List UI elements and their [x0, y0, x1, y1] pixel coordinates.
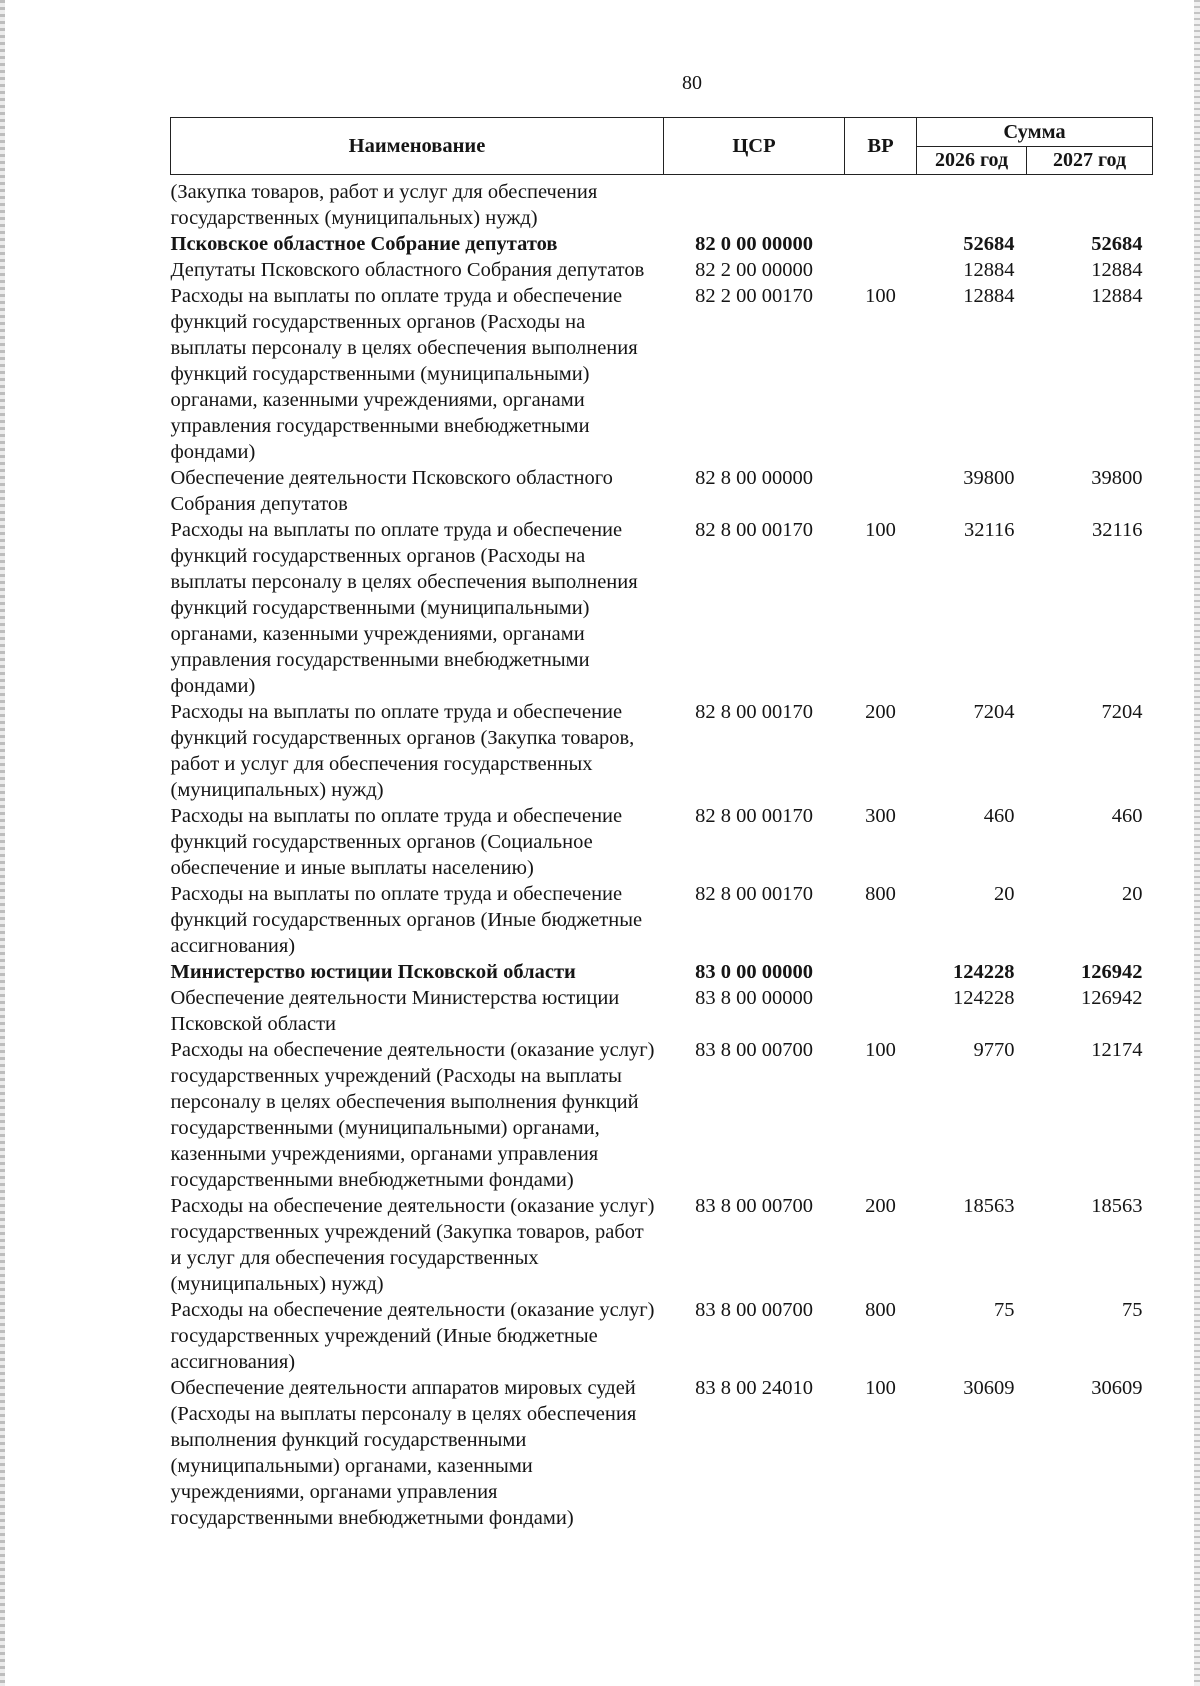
- cell-2027: 7204: [1101, 701, 1143, 723]
- page-number: 80: [682, 72, 702, 94]
- cell-2027: 32116: [1092, 519, 1143, 541]
- cell-name: Расходы на выплаты по оплате труда и обеспечение функций государственных органов (Иные бюджетные ассигнования): [170, 883, 643, 957]
- cell-csr: 83 8 00 24010: [695, 1377, 813, 1399]
- cell-2026: 124228: [953, 987, 1015, 1009]
- cell-csr: 82 8 00 00170: [695, 701, 813, 723]
- scan-edge-left: [0, 0, 5, 1686]
- table-row: [171, 257, 1153, 283]
- table-row: [171, 985, 1153, 1037]
- header-csr: ЦСР: [664, 118, 845, 175]
- budget-table: [170, 117, 1153, 1531]
- cell-2027: 12884: [1091, 285, 1143, 307]
- cell-2027: 126942: [1081, 961, 1143, 983]
- cell-2027: 39800: [1091, 467, 1143, 489]
- cell-name: Расходы на обеспечение деятельности (оказание услуг) государственных учреждений (Закупка товаров, работ и услуг для обеспечения государственных (муниципальных) нужд): [170, 1195, 655, 1295]
- table-row: [171, 803, 1153, 881]
- cell-vr: [845, 465, 917, 517]
- cell-name: Расходы на обеспечение деятельности (оказание услуг) государственных учреждений (Расходы на выплаты персоналу в целях обеспечения выполнения функций государственными (муниципальными) органами, казенными учреждениями, органами управления государственными внебюджетными фондами): [170, 1039, 655, 1191]
- table-row: [171, 517, 1153, 699]
- cell-csr: [664, 175, 845, 232]
- table-header: [171, 118, 1153, 175]
- cell-2026: 20: [994, 883, 1015, 905]
- cell-vr: [845, 257, 917, 283]
- table-row: [171, 1375, 1153, 1531]
- cell-2027: 75: [1122, 1299, 1143, 1321]
- cell-vr: 100: [865, 519, 896, 541]
- table-row: [171, 699, 1153, 803]
- cell-vr: 800: [865, 1299, 896, 1321]
- cell-2027: 460: [1111, 805, 1143, 827]
- cell-2027: 20: [1122, 883, 1143, 905]
- cell-csr: 83 8 00 00700: [695, 1039, 813, 1061]
- cell-name: Расходы на выплаты по оплате труда и обеспечение функций государственных органов (Расходы на выплаты персоналу в целях обеспечения выполнения функций государственными (муниципальными) органами, казенными учреждениями, органами управления государственными внебюджетными фондами): [170, 519, 638, 697]
- cell-csr: 82 8 00 00170: [695, 805, 813, 827]
- cell-2026: 39800: [963, 467, 1015, 489]
- table-row: [171, 175, 1153, 232]
- cell-csr: 83 8 00 00000: [695, 987, 813, 1009]
- cell-2026: 7204: [973, 701, 1015, 723]
- cell-2026: 75: [994, 1299, 1015, 1321]
- cell-name: Депутаты Псковского областного Собрания депутатов: [170, 259, 645, 281]
- cell-vr: 300: [865, 805, 896, 827]
- cell-name: Расходы на обеспечение деятельности (оказание услуг) государственных учреждений (Иные бюджетные ассигнования): [170, 1299, 655, 1373]
- cell-vr: 800: [865, 883, 896, 905]
- cell-vr: 100: [865, 1377, 896, 1399]
- cell-name: Псковское областное Собрание депутатов: [170, 233, 558, 255]
- cell-2026: 30609: [963, 1377, 1015, 1399]
- cell-name: Обеспечение деятельности Псковского областного Собрания депутатов: [170, 467, 613, 515]
- table-row: [171, 1193, 1153, 1297]
- header-sum: Сумма: [917, 118, 1153, 147]
- cell-2026: [917, 175, 1027, 232]
- table-row: [171, 283, 1153, 465]
- cell-2026: 124228: [953, 961, 1015, 983]
- cell-2026: 12884: [963, 285, 1015, 307]
- cell-name: Расходы на выплаты по оплате труда и обеспечение функций государственных органов (Социальное обеспечение и иные выплаты населению): [170, 805, 623, 879]
- table-row: [171, 465, 1153, 517]
- cell-csr: 83 8 00 00700: [695, 1299, 813, 1321]
- cell-2026: 52684: [963, 233, 1015, 255]
- cell-vr: [845, 959, 917, 985]
- table-row: [171, 1297, 1153, 1375]
- cell-csr: 82 2 00 00170: [695, 285, 813, 307]
- table-row: [171, 881, 1153, 959]
- cell-2027: 52684: [1091, 233, 1143, 255]
- header-name: Наименование: [171, 118, 664, 175]
- cell-vr: [845, 175, 917, 232]
- cell-csr: 83 0 00 00000: [695, 961, 813, 983]
- cell-csr: 82 8 00 00170: [695, 883, 813, 905]
- table-row: [171, 231, 1153, 257]
- table-body: [171, 175, 1153, 1532]
- cell-2027: 126942: [1081, 987, 1143, 1009]
- cell-2026: 32116: [964, 519, 1015, 541]
- cell-2027: 18563: [1091, 1195, 1143, 1217]
- cell-vr: [845, 985, 917, 1037]
- cell-2027: 12884: [1091, 259, 1143, 281]
- cell-2027: [1027, 175, 1153, 232]
- table-row: [171, 1037, 1153, 1193]
- header-year-2026: 2026 год: [917, 146, 1027, 175]
- cell-name: (Закупка товаров, работ и услуг для обеспечения государственных (муниципальных) нужд): [170, 181, 598, 229]
- cell-csr: 82 2 00 00000: [695, 259, 813, 281]
- header-year-2027: 2027 год: [1027, 146, 1153, 175]
- cell-csr: 82 8 00 00170: [695, 519, 813, 541]
- cell-vr: 100: [865, 285, 896, 307]
- cell-csr: 83 8 00 00700: [695, 1195, 813, 1217]
- cell-csr: 82 0 00 00000: [695, 233, 813, 255]
- cell-2026: 9770: [973, 1039, 1015, 1061]
- cell-vr: 100: [865, 1039, 896, 1061]
- cell-name: Расходы на выплаты по оплате труда и обеспечение функций государственных органов (Расходы на выплаты персоналу в целях обеспечения выполнения функций государственными (муниципальными) органами, казенными учреждениями, органами управления государственными внебюджетными фондами): [170, 285, 638, 463]
- cell-2026: 18563: [963, 1195, 1015, 1217]
- cell-name: Министерство юстиции Псковской области: [170, 961, 576, 983]
- cell-vr: 200: [865, 701, 896, 723]
- cell-2027: 12174: [1091, 1039, 1143, 1061]
- table-row: [171, 959, 1153, 985]
- cell-csr: 82 8 00 00000: [695, 467, 813, 489]
- cell-2026: 12884: [963, 259, 1015, 281]
- scan-edge-right: [1194, 0, 1200, 1686]
- cell-name: Обеспечение деятельности Министерства юстиции Псковской области: [170, 987, 620, 1035]
- cell-vr: [845, 231, 917, 257]
- cell-2026: 460: [983, 805, 1015, 827]
- cell-vr: 200: [865, 1195, 896, 1217]
- cell-name: Расходы на выплаты по оплате труда и обеспечение функций государственных органов (Закупка товаров, работ и услуг для обеспечения государственных (муниципальных) нужд): [170, 701, 635, 801]
- header-vr: ВР: [845, 118, 917, 175]
- cell-2027: 30609: [1091, 1377, 1143, 1399]
- cell-name: Обеспечение деятельности аппаратов мировых судей (Расходы на выплаты персоналу в целях обеспечения выполнения функций государственными (муниципальными) органами, казенными учреждениями, органами управления государственными внебюджетными фондами): [170, 1377, 637, 1529]
